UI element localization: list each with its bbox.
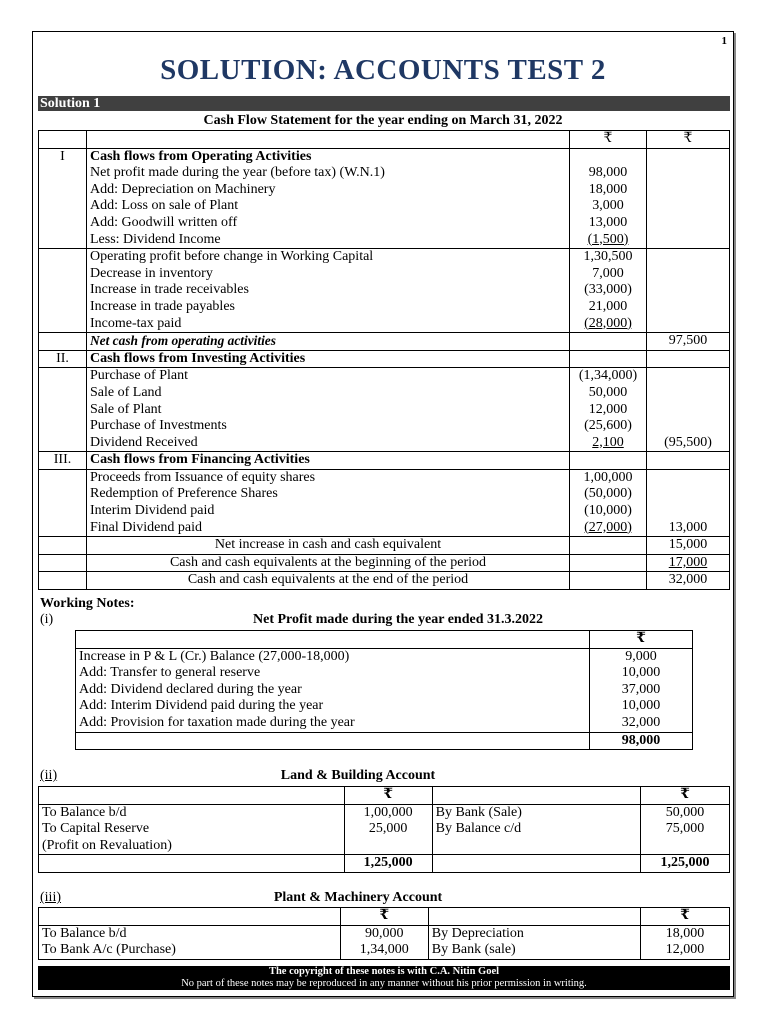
section-numeral: I	[39, 148, 87, 249]
line-item: Sale of Plant	[90, 401, 162, 417]
currency-header: ₹	[647, 131, 730, 149]
amount: 98,000	[588, 165, 628, 181]
currency-header: ₹	[344, 787, 432, 805]
plant-machinery-title: Plant & Machinery Account	[273, 890, 443, 905]
amount: 1,00,000	[583, 469, 633, 485]
amount: 21,000	[588, 298, 628, 314]
amount: 75,000	[665, 821, 705, 837]
line-item: Less: Dividend Income	[90, 231, 221, 247]
note-title: Net Profit made during the year ended 31.3.2022	[253, 612, 543, 627]
debit-item: (Profit on Revaluation)	[42, 837, 172, 853]
cash-flow-table	[38, 130, 730, 590]
land-building-title: Land & Building Account	[280, 768, 436, 783]
net-profit-table	[75, 630, 693, 750]
credit-item: By Depreciation	[431, 925, 524, 941]
page-number: 1	[721, 35, 727, 47]
line-item: Increase in trade receivables	[90, 282, 249, 298]
credit-item: By Bank (sale)	[431, 942, 516, 958]
summary-label: Cash and cash equivalents at the beginning of the period	[87, 554, 570, 572]
line-item: Dividend Received	[90, 434, 198, 450]
copyright-notice: No part of these notes may be reproduced in any manner without his prior permission in writing.	[181, 977, 587, 989]
line-item: Operating profit before change in Working Capital	[90, 249, 374, 265]
amount: 9,000	[625, 648, 657, 664]
amount: 25,000	[368, 821, 408, 837]
amount: 13,000	[588, 214, 628, 230]
amount: 18,000	[665, 925, 705, 941]
currency-header: ₹	[570, 131, 647, 149]
line-item: Interim Dividend paid	[90, 503, 215, 519]
line-item: Add: Loss on sale of Plant	[90, 198, 239, 214]
line-item: Proceeds from Issuance of equity shares	[90, 469, 316, 485]
line-item: Add: Transfer to general reserve	[79, 665, 261, 681]
amount: 7,000	[592, 265, 624, 281]
solution-header: Solution 1	[38, 96, 730, 111]
land-building-table	[38, 786, 730, 873]
summary-amount: 15,000	[647, 537, 730, 555]
line-item: Redemption of Preference Shares	[90, 486, 278, 502]
note-number: (iii)	[40, 890, 61, 905]
section-heading: Cash flows from Operating Activities Net profit made during the year (before tax) (W.N.1) Add: Depreciation on Machinery Add: Loss on sale of Plant Add: Goodwill written off Less: Dividend Income	[87, 148, 570, 249]
amount: (25,600)	[584, 418, 632, 434]
line-item: Increase in trade payables	[90, 298, 235, 314]
line-item: Add: Dividend declared during the year	[79, 681, 302, 697]
section-numeral: II.	[39, 350, 87, 368]
amount: (50,000)	[584, 486, 632, 502]
amount: 37,000	[621, 681, 661, 697]
net-operating-label: Net cash from operating activities	[87, 333, 570, 351]
line-item: Net profit made during the year (before tax) (W.N.1)	[90, 165, 385, 181]
page-title: SOLUTION: ACCOUNTS TEST 2	[160, 54, 606, 86]
amount: 1,00,000	[363, 804, 413, 820]
note-number: (ii)	[40, 768, 58, 783]
debit-item: To Balance b/d	[42, 925, 127, 941]
amount: 2,100	[592, 434, 624, 450]
amount: 18,000	[588, 181, 628, 197]
debit-item: To Bank A/c (Purchase)	[42, 942, 176, 958]
line-item: Add: Goodwill written off	[90, 214, 238, 230]
line-item: Increase in P & L (Cr.) Balance (27,000-18,000)	[79, 648, 350, 664]
currency-header: ₹	[590, 631, 693, 649]
summary-amount: 32,000	[647, 572, 730, 590]
amount: 50,000	[588, 384, 628, 400]
net-profit-total: 98,000	[590, 732, 693, 750]
working-notes-label: Working Notes:	[40, 596, 135, 611]
line-item: Income-tax paid	[90, 315, 182, 331]
amount: 3,000	[592, 198, 624, 214]
debit-item: To Balance b/d	[42, 804, 127, 820]
credit-total: 1,25,000	[641, 855, 730, 873]
debit-total: 1,25,000	[344, 855, 432, 873]
amount: (33,000)	[584, 282, 632, 298]
amount: 10,000	[621, 665, 661, 681]
section-heading: Cash flows from Financing Activities	[87, 452, 570, 470]
line-item: Purchase of Plant	[90, 368, 188, 384]
summary-label: Cash and cash equivalents at the end of the period	[87, 572, 570, 590]
amount: 32,000	[621, 714, 661, 730]
section-heading: Cash flows from Investing Activities	[87, 350, 570, 368]
note-number: (i)	[40, 612, 54, 627]
amount: 12,000	[588, 401, 628, 417]
amount: 50,000	[665, 804, 705, 820]
page-frame	[32, 31, 734, 997]
line-item: Add: Provision for taxation made during the year	[79, 714, 355, 730]
section-numeral: III.	[39, 452, 87, 470]
plant-machinery-table	[38, 907, 730, 960]
amount: 90,000	[364, 925, 404, 941]
summary-amount: 17,000	[647, 554, 730, 572]
amount: 1,30,500	[583, 249, 633, 265]
line-item: Sale of Land	[90, 384, 162, 400]
currency-header: ₹	[641, 908, 730, 926]
copyright-line: The copyright of these notes is with C.A. Nitin Goel	[268, 966, 500, 977]
amount: (1,500)	[587, 231, 629, 247]
amount: 1,34,000	[359, 942, 409, 958]
line-item: Add: Depreciation on Machinery	[90, 181, 276, 197]
investing-total: (95,500)	[647, 368, 730, 452]
line-item: Add: Interim Dividend paid during the year	[79, 698, 324, 714]
summary-label: Net increase in cash and cash equivalent	[87, 537, 570, 555]
amount: 10,000	[621, 698, 661, 714]
credit-item: By Balance c/d	[435, 821, 522, 837]
amount: (28,000)	[584, 315, 632, 331]
line-item: Purchase of Investments	[90, 418, 227, 434]
net-operating-amount: 97,500	[647, 333, 730, 351]
amount: (1,34,000)	[578, 368, 638, 384]
currency-header: ₹	[340, 908, 428, 926]
line-item: Decrease in inventory	[90, 265, 213, 281]
currency-header: ₹	[641, 787, 730, 805]
cash-flow-caption: Cash Flow Statement for the year ending on March 31, 2022	[203, 113, 563, 128]
amount: (10,000)	[584, 503, 632, 519]
amount: (27,000)	[584, 519, 632, 535]
debit-item: To Capital Reserve	[42, 821, 150, 837]
copyright-footer	[38, 966, 730, 990]
amount: 12,000	[665, 942, 705, 958]
credit-item: By Bank (Sale)	[435, 804, 522, 820]
financing-total: 13,000	[647, 469, 730, 536]
line-item: Final Dividend paid	[90, 519, 202, 535]
